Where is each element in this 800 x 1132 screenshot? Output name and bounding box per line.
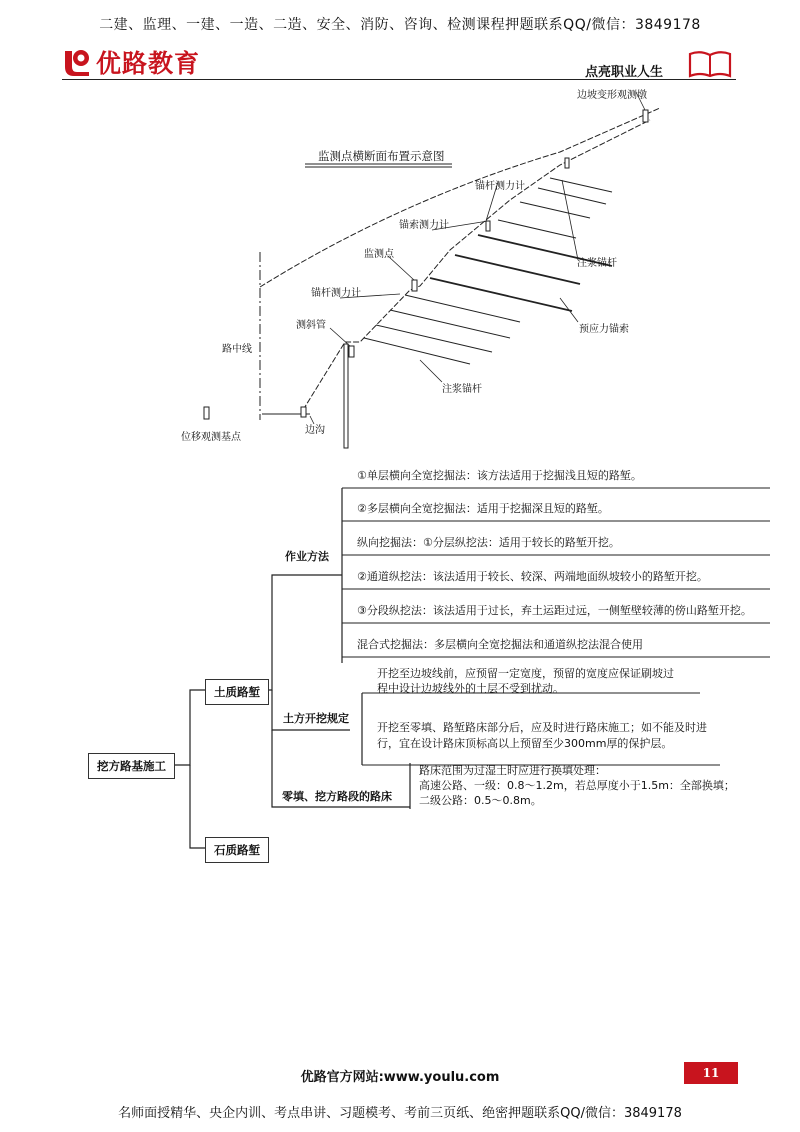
- op-method-label: 作业方法: [285, 550, 329, 563]
- label-inclinometer: 测斜管: [296, 320, 326, 331]
- label-monitor-point: 监测点: [364, 249, 394, 260]
- label-displacement-base: 位移观测基点: [181, 432, 241, 443]
- label-slope-deform: 边坡变形观测墩: [577, 90, 647, 101]
- root-node: 挖方路基施工: [88, 753, 175, 779]
- label-anchor-meter-mid: 锚杆测力计: [311, 288, 361, 299]
- earthwork-rule-label: 土方开挖规定: [283, 712, 349, 725]
- roadbed-line-1: 路床范围为过湿土时应进行换填处理：: [419, 764, 606, 777]
- bottom-banner: 名师面授精华、央企内训、考点串讲、习题模考、考前三页纸、绝密押题联系QQ/微信：3849178: [118, 1106, 682, 1121]
- label-prestress-cable: 预应力锚索: [579, 324, 629, 335]
- logo-icon: [62, 47, 92, 77]
- label-road-center: 路中线: [222, 344, 252, 355]
- label-side-ditch: 边沟: [305, 425, 325, 436]
- method-3: 纵向挖掘法：①分层纵挖法：适用于较长的路堑开挖。: [357, 536, 620, 549]
- rule-1-line-1: 开挖至边坡线前，应预留一定宽度，预留的宽度应保证刷坡过: [377, 667, 674, 680]
- diagram-title: 监测点横断面布置示意图: [318, 149, 445, 163]
- slogan: 点亮职业人生: [585, 65, 664, 80]
- logo-text: 优路教育: [96, 49, 201, 78]
- top-banner: 二建、监理、一建、一造、二造、安全、消防、咨询、检测课程押题联系QQ/微信：3849178: [99, 17, 701, 33]
- footer-website[interactable]: 优路官方网站:www.youlu.com: [300, 1070, 500, 1085]
- label-cable-meter: 锚索测力计: [399, 220, 449, 231]
- roadbed-line-3: 二级公路：0.5～0.8m。: [419, 794, 542, 807]
- soil-cut-node: 土质路堑: [205, 679, 269, 705]
- label-grout-bolt-bottom: 注浆锚杆: [442, 384, 482, 395]
- label-anchor-meter-top: 锚杆测力计: [475, 181, 525, 192]
- method-6: 混合式挖掘法：多层横向全宽挖掘法和通道纵挖法混合使用: [357, 638, 643, 651]
- rule-2-line-2: 行，宜在设计路床顶标高以上预留至少300mm厚的保护层。: [377, 737, 673, 750]
- method-5: ③分段纵挖法：该法适用于过长，弃土运距过远，一侧堑壁较薄的傍山路堑开挖。: [357, 604, 752, 617]
- rule-1-line-2: 程中设计边坡线外的土层不受到扰动。: [377, 682, 564, 695]
- label-grout-bolt-right: 注浆锚杆: [577, 258, 617, 269]
- book-icon: [688, 48, 732, 78]
- roadbed-label: 零填、挖方路段的路床: [282, 790, 392, 803]
- brand-logo[interactable]: [62, 44, 200, 80]
- slope-monitoring-diagram: [0, 80, 800, 460]
- method-2: ②多层横向全宽挖掘法：适用于挖掘深且短的路堑。: [357, 502, 609, 515]
- page-number: 11: [684, 1062, 738, 1084]
- rock-cut-node: 石质路堑: [205, 837, 269, 863]
- excavation-mindmap: [0, 455, 800, 875]
- method-1: ①单层横向全宽挖掘法：该方法适用于挖掘浅且短的路堑。: [357, 469, 642, 482]
- method-4: ②通道纵挖法：该法适用于较长、较深、两端地面纵坡较小的路堑开挖。: [357, 570, 708, 583]
- roadbed-line-2: 高速公路、一级：0.8～1.2m，若总厚度小于1.5m：全部换填；: [419, 779, 735, 792]
- rule-2-line-1: 开挖至零填、路堑路床部分后，应及时进行路床施工；如不能及时进: [377, 721, 707, 734]
